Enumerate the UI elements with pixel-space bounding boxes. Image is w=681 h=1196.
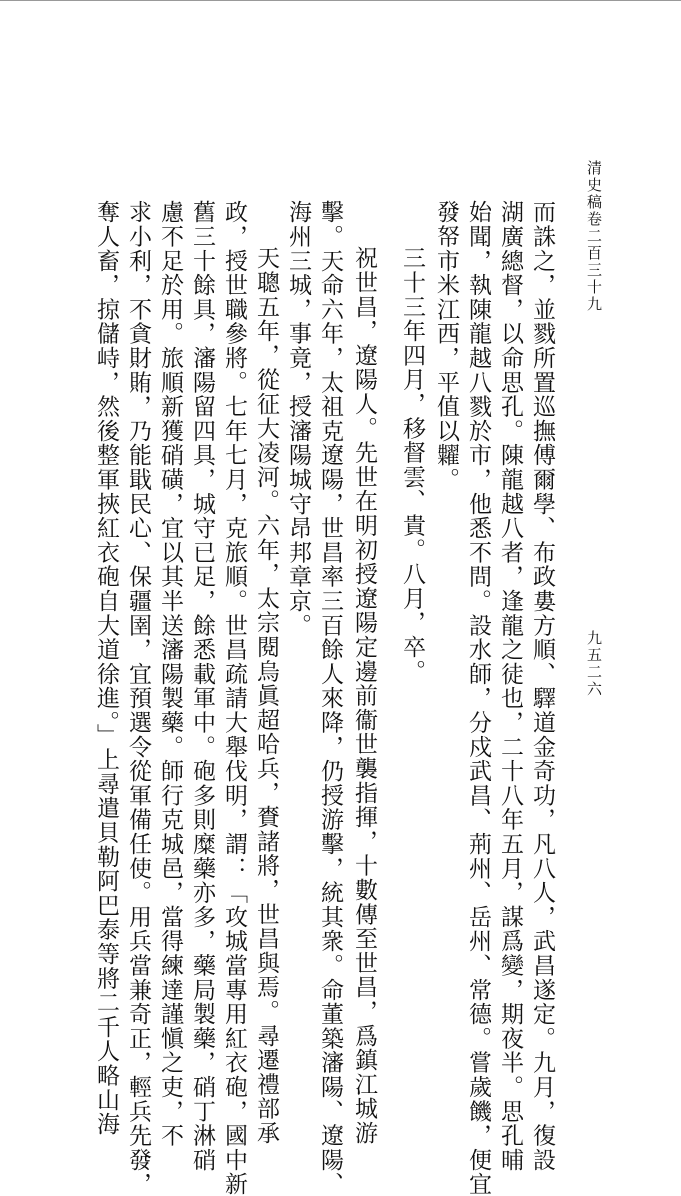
text-column-7: 擊。天命六年，太祖克遼陽，世昌率三百餘人來降，仍授游擊，統其衆。命董築瀋陽、遼陽、 [317,200,343,1196]
text-column-5: 三十三年四月，移督雲、貴。八月，卒。 [399,246,425,684]
text-column-13: 求小利，不貪財賄，乃能戢民心、保疆圉，宜預選令從軍備任使。用兵當兼奇正，輕兵先發， [125,200,151,1196]
page-top-border [0,0,681,1]
text-column-3: 始聞，執陳龍越八戮於市，他悉不問。設水師，分戍武昌、荊州、岳州、常德。嘗歲饑，便宜 [465,200,491,1196]
text-column-6: 祝世昌，遼陽人。先世在明初授遼陽定邊前衞世襲指揮，十數傳至世昌，爲鎮江城游 [351,246,377,1146]
book-title-header: 清史稿卷二百三十九 [585,160,603,313]
text-column-9: 天聰五年，從征大凌河。六年，太宗閱烏眞超哈兵，賚諸將，世昌與焉。尋遷禮部承 [253,246,279,1146]
text-column-2: 湖廣總督，以命思孔。陳龍越八者，逢龍之徒也，二十八年五月，謀爲變，期夜半。思孔晡 [497,200,523,1172]
text-column-8: 海州三城，事竟，授瀋陽城守昂邦章京。 [285,200,311,638]
page-number: 九五二六 [585,630,603,698]
text-column-12: 慮不足於用。旅順新獲硝磺，宜以其半送瀋陽製藥。師行克城邑，當得練達謹愼之吏，不 [157,200,183,1148]
text-column-14: 奪人畜，掠儲峙，然後整軍挾紅衣砲自大道徐進。」上尋遣貝勒阿巴泰等將二千人略山海 [93,200,119,1137]
text-column-4: 發帑市米江西，平值以糶。 [433,200,459,492]
text-column-11: 舊三十餘具，瀋陽留四具，城守已足，餘悉載軍中。砲多則糜藥亦多，藥局製藥，硝丁淋硝 [189,200,215,1172]
text-column-10: 政，授世職參將。七年七月，克旅順。世昌疏請大舉伐明，謂：「攻城當專用紅衣砲，國中新 [221,200,247,1196]
text-column-1: 而誅之，並戮所置巡撫傅爾學、布政婁方順、驛道金奇功，凡八人，武昌遂定。九月，復設 [529,200,555,1172]
